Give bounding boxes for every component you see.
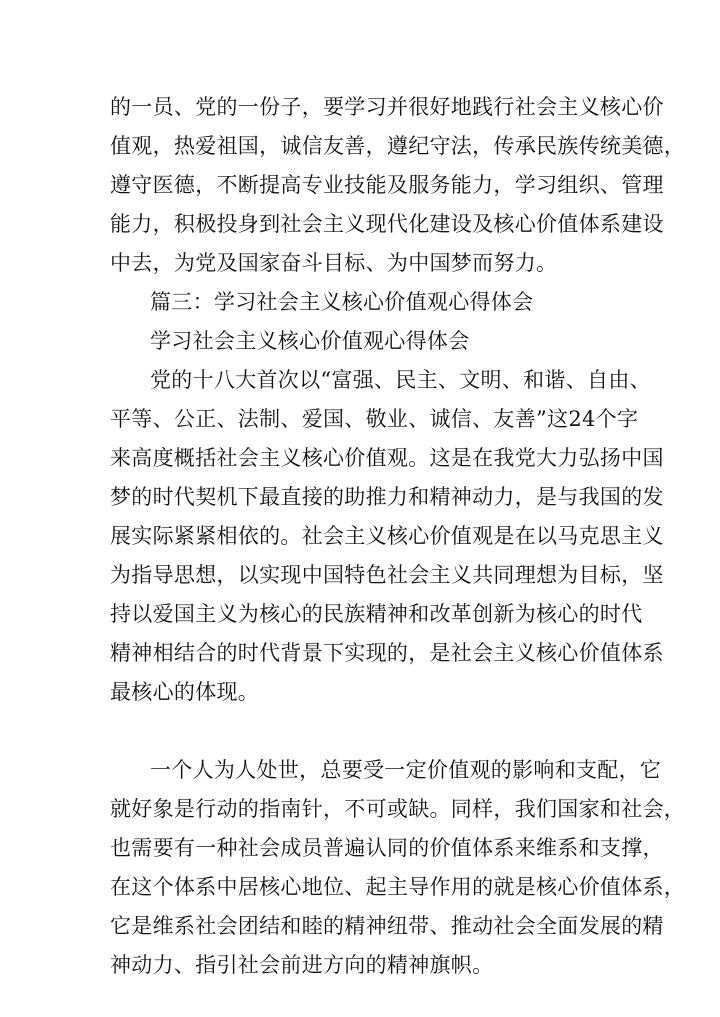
text-line: 就好象是行动的指南针，不可或缺。同样，我们国家和社会， — [110, 797, 686, 821]
section-heading: 篇三：学习社会主义核心价值观心得体会 — [150, 290, 534, 314]
text-line: 来高度概括社会主义核心价值观。这是在我党大力弘扬中国 — [110, 446, 664, 470]
document-body — [110, 88, 686, 985]
text-line: 展实际紧紧相依的。社会主义核心价值观是在以马克思主义 — [110, 524, 664, 548]
text-line: 党的十八大首次以“富强、民主、文明、和谐、自由、 — [150, 368, 651, 392]
text-line: 值观，热爱祖国，诚信友善，遵纪守法，传承民族传统美德， — [110, 134, 686, 158]
text-line: 持以爱国主义为核心的民族精神和改革创新为核心的时代 — [110, 602, 643, 626]
text-line: 平等、公正、法制、爱国、敬业、诚信、友善”这24个字 — [110, 407, 639, 431]
text-line: 精神相结合的时代背景下实现的，是社会主义核心价值体系 — [110, 641, 664, 665]
text-line: 的一员、党的一份子，要学习并很好地践行社会主义核心价 — [110, 95, 664, 119]
text-line: 能力，积极投身到社会主义现代化建设及核心价值体系建设 — [110, 212, 664, 236]
text-line: 为指导思想，以实现中国特色社会主义共同理想为目标，坚 — [110, 563, 664, 587]
text-line: 在这个体系中居核心地位、起主导作用的就是核心价值体系， — [110, 875, 686, 899]
text-line: 中去，为党及国家奋斗目标、为中国梦而努力。 — [110, 251, 558, 275]
text-line: 也需要有一种社会成员普遍认同的价值体系来维系和支撑， — [110, 836, 664, 860]
text-line: 它是维系社会团结和睦的精神纽带、推动社会全面发展的精 — [110, 914, 664, 938]
text-line: 最核心的体现。 — [110, 680, 260, 704]
text-line: 梦的时代契机下最直接的助推力和精神动力，是与我国的发 — [110, 485, 664, 509]
text-line: 神动力、指引社会前进方向的精神旗帜。 — [110, 953, 494, 977]
text-line: 一个人为人处世，总要受一定价值观的影响和支配，它 — [150, 758, 662, 782]
text-line: 遵守医德，不断提高专业技能及服务能力，学习组织、管理 — [110, 173, 664, 197]
paragraph-gap — [110, 712, 610, 751]
article-title: 学习社会主义核心价值观心得体会 — [150, 329, 470, 353]
